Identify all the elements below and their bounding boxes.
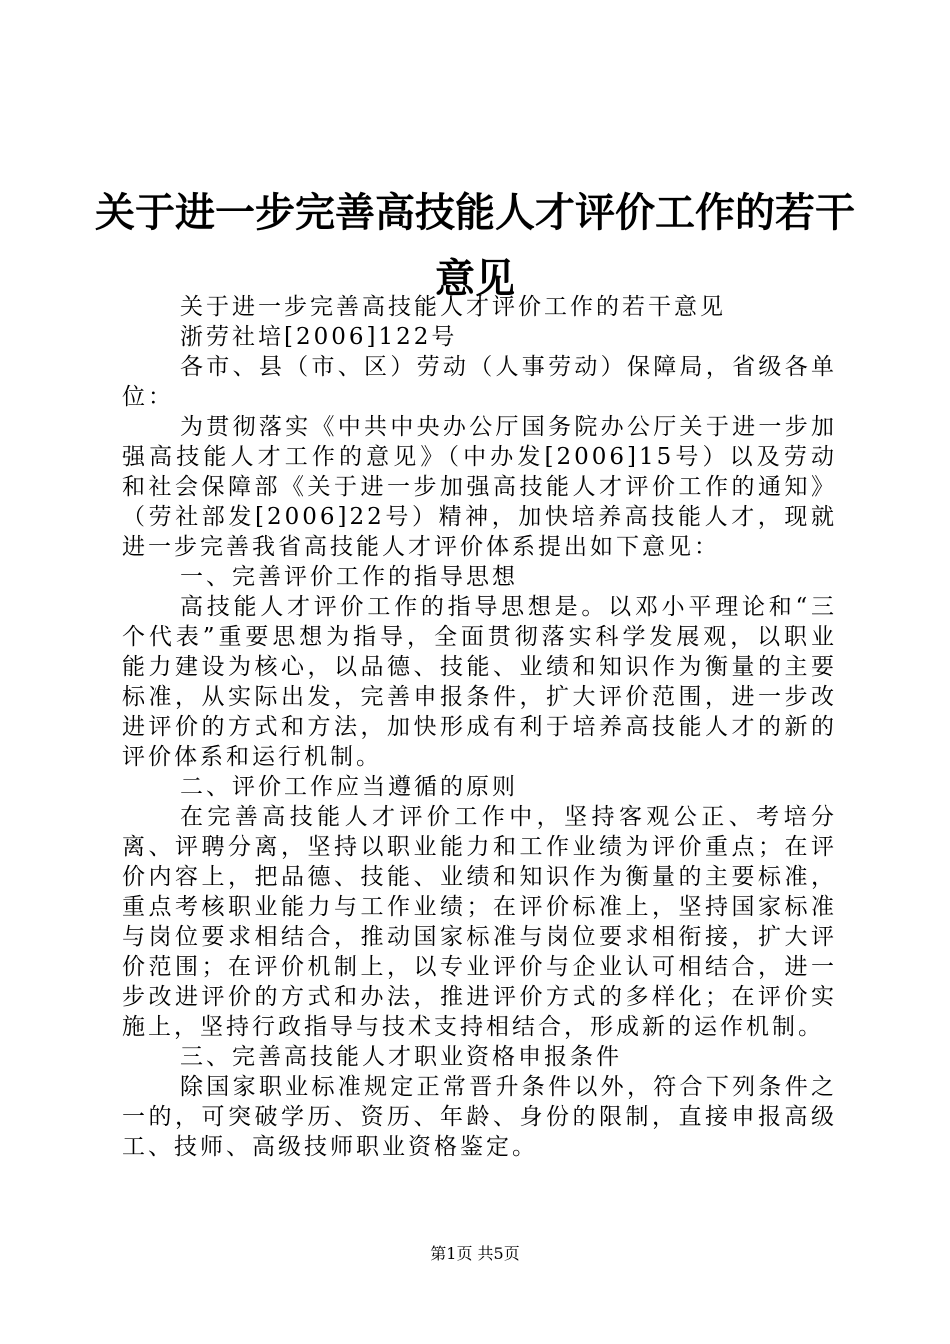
paragraph-intro: 为贯彻落实《中共中央办公厅国务院办公厅关于进一步加强高技能人才工作的意见》（中办发[2006]15号）以及劳动和社会保障部《关于进一步加强高技能人才评价工作的通知》（劳社部发[2006]22号）精神，加快培养高技能人才，现就进一步完善我省高技能人才评价体系提出如下意见：	[122, 414, 837, 560]
paragraph-section-1: 高技能人才评价工作的指导思想是。以邓小平理论和“三个代表”重要思想为指导，全面贯彻落实科学发展观，以职业能力建设为核心，以品德、技能、业绩和知识作为衡量的主要标准，从实际出发，完善申报条件，扩大评价范围，进一步改进评价的方式和方法，加快形成有利于培养高技能人才的新的评价体系和运行机制。	[122, 594, 837, 770]
section-heading-1: 一、完善评价工作的指导思想	[180, 564, 518, 590]
document-title: 关于进一步完善高技能人才评价工作的若干意见	[95, 189, 855, 302]
section-heading-3: 三、完善高技能人才职业资格申报条件	[180, 1044, 622, 1070]
section-heading-2: 二、评价工作应当遵循的原则	[180, 774, 518, 800]
paragraph-document-number: 浙劳社培[2006]122号	[180, 324, 458, 350]
document-body	[122, 292, 837, 1162]
paragraph-heading-repeat: 关于进一步完善高技能人才评价工作的若干意见	[180, 294, 726, 320]
paragraph-section-3: 除国家职业标准规定正常晋升条件以外，符合下列条件之一的，可突破学历、资历、年龄、身份的限制，直接申报高级工、技师、高级技师职业资格鉴定。	[122, 1074, 837, 1160]
paragraph-section-2: 在完善高技能人才评价工作中，坚持客观公正、考培分离、评聘分离，坚持以职业能力和工作业绩为评价重点；在评价内容上，把品德、技能、业绩和知识作为衡量的主要标准，重点考核职业能力与工作业绩；在评价标准上，坚持国家标准与岗位要求相结合，推动国家标准与岗位要求相衔接，扩大评价范围；在评价机制上，以专业评价与企业认可相结合，进一步改进评价的方式和办法，推进评价方式的多样化；在评价实施上，坚持行政指导与技术支持相结合，形成新的运作机制。	[122, 804, 837, 1040]
paragraph-addressee: 各市、县（市、区）劳动（人事劳动）保障局，省级各单位：	[122, 354, 837, 410]
page-footer: 第1页 共5页	[430, 1244, 520, 1263]
